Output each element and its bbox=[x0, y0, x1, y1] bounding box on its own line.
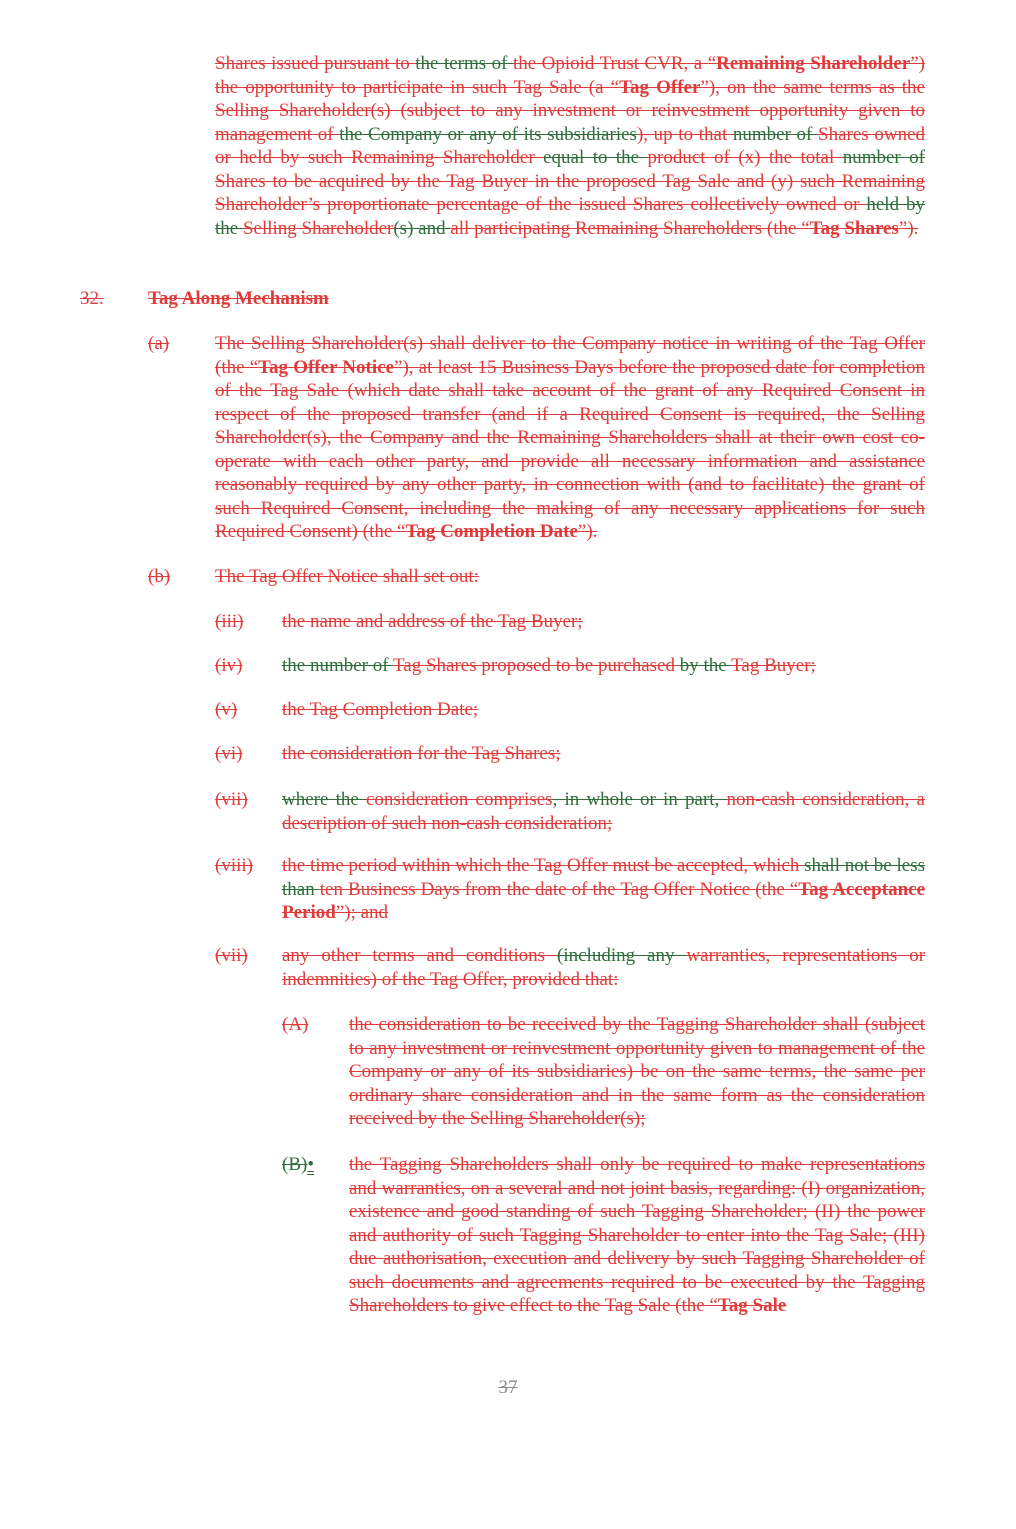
item-a-part: ”). bbox=[577, 521, 598, 542]
subitem-vii-text bbox=[282, 788, 925, 835]
subitem-viii-label: (viii) bbox=[215, 855, 253, 876]
deleted-text: Tag Buyer; bbox=[731, 655, 816, 676]
subitem-iv-text bbox=[282, 654, 816, 678]
moved-text: the number of bbox=[282, 655, 393, 676]
deleted-text: consideration comprises bbox=[365, 789, 553, 810]
intro-text: all participating Remaining Shareholders (the “ bbox=[450, 217, 810, 239]
intro-text: ”) the opportunity to participate in such Tag Sale (a “ bbox=[215, 53, 925, 98]
item-a-text bbox=[215, 332, 925, 544]
clause-a-text: the consideration to be received by the Tagging Shareholder shall (subject to any investment or reinvestment opportunity given to management of the Company or any of its subsidiaries) be on the same terms, the same per ordinary share consideration and in the same form as the consideration received by the Selling Shareholder(s); bbox=[349, 1014, 925, 1129]
moved-text: where the bbox=[282, 789, 366, 810]
subitem-vii-repeat-label: (vii) bbox=[215, 945, 248, 966]
item-b-text: The Tag Offer Notice shall set out: bbox=[215, 566, 479, 587]
deleted-text: warranties, representations or indemnities) of the Tag Offer, provided that: bbox=[282, 945, 926, 990]
subitem-vi-label: (vi) bbox=[215, 743, 243, 764]
intro-text: Shares issued pursuant to bbox=[215, 53, 416, 74]
intro-moved-text: number of bbox=[732, 123, 819, 145]
item-a-label: (a) bbox=[148, 333, 170, 354]
item-b-label: (b) bbox=[148, 566, 171, 587]
moved-text: , in whole or in part, bbox=[552, 789, 727, 810]
deleted-text: the Tagging Shareholders shall only be required to make representations and warranties, on a several and not joint basis, regarding: (I) organization, existence and good standing of such Tagging Shareholder; (II) the power and authority of such Tagging Shareholder to enter into the Tag Sale; (III) due authorisation, execution and delivery by such Tagging Shareholder of such documents and agreements required to be executed by the Tagging Shareholders to give effect to the Tag Sale (the “ bbox=[349, 1154, 925, 1316]
deleted-text: ”); and bbox=[335, 902, 389, 923]
deleted-text: ten Business Days from the date of the Tag Offer Notice (the “ bbox=[319, 878, 799, 900]
section-number: 32. bbox=[80, 288, 104, 309]
item-a-part: ”), at least 15 Business Days before the proposed date for completion of the Tag Sale (which date shall take account of the grant of any Required Consent in respect of the proposed transfer (and if a Required Consent is required, the Selling Shareholder(s), the Company and the Remaining Shareholders shall at their own cost co-operate with each other party, and provide all necessary information and assistance reasonably required by any other party, in connection with (and to facilitate) the grant of such Required Consent, including the making of any necessary applications for such Required Consent) (the “ bbox=[215, 356, 925, 542]
defined-term: Tag Completion Date bbox=[405, 521, 578, 542]
intro-moved-text: (s) and bbox=[393, 217, 451, 239]
defined-term: Tag Shares bbox=[809, 217, 899, 239]
clause-b-text bbox=[349, 1153, 925, 1318]
intro-text: ), up to that bbox=[636, 123, 733, 145]
deleted-text: non-cash consideration, a description of such non-cash consideration; bbox=[282, 789, 925, 834]
defined-term: Tag Offer Notice bbox=[258, 356, 395, 378]
subitem-iv-label: (iv) bbox=[215, 655, 243, 676]
intro-text: Shares owned or held by such Remaining Shareholder bbox=[215, 123, 926, 168]
moved-text: by the bbox=[679, 655, 732, 676]
intro-text: product of (x) the total bbox=[647, 147, 843, 168]
defined-term: Tag Sale bbox=[717, 1295, 787, 1316]
intro-text: ”). bbox=[898, 217, 919, 239]
clause-b-bullet: • bbox=[307, 1154, 314, 1175]
intro-moved-text: equal to the bbox=[543, 147, 648, 168]
intro-text: the Opioid Trust CVR, a “ bbox=[512, 53, 717, 74]
intro-text: Shares to be acquired by the Tag Buyer in the proposed Tag Sale and (y) such Remaining Shareholder’s proportionate percentage of the issued Shares collectively owned or bbox=[215, 170, 925, 215]
page-number: 37 bbox=[498, 1377, 518, 1398]
deleted-text: any other terms and conditions bbox=[282, 945, 557, 966]
clause-a-label: (A) bbox=[282, 1014, 309, 1035]
section-title: Tag Along Mechanism bbox=[148, 288, 329, 309]
subitem-vi-text: the consideration for the Tag Shares; bbox=[282, 743, 561, 764]
deleted-text: the time period within which the Tag Offer must be accepted, which bbox=[282, 855, 805, 876]
deleted-text: Tag Shares proposed to be purchased bbox=[393, 655, 680, 676]
intro-moved-text: held by the bbox=[215, 194, 925, 239]
moved-text: shall not be less than bbox=[282, 855, 925, 900]
intro-text: Selling Shareholder bbox=[242, 217, 394, 239]
intro-moved-text: number of bbox=[842, 147, 925, 168]
defined-term: Tag Acceptance Period bbox=[282, 878, 926, 923]
intro-paragraph bbox=[215, 52, 925, 240]
defined-term: Remaining Shareholder bbox=[716, 53, 911, 74]
clause-b-label bbox=[282, 1153, 314, 1177]
intro-moved-text: the terms of bbox=[415, 53, 513, 74]
clause-b-number: (B) bbox=[282, 1154, 308, 1175]
intro-text: ”), on the same terms as the Selling Shareholder(s) (subject to any investment or reinvestment opportunity given to management of bbox=[215, 76, 925, 145]
subitem-v-text: the Tag Completion Date; bbox=[282, 699, 479, 720]
subitem-vii-repeat-text bbox=[282, 944, 925, 991]
subitem-iii-text: the name and address of the Tag Buyer; bbox=[282, 611, 583, 632]
subitem-viii-text bbox=[282, 854, 925, 925]
defined-term: Tag Offer bbox=[619, 76, 701, 98]
item-a-part: The Selling Shareholder(s) shall deliver to the Company notice in writing of the Tag Offer (the “ bbox=[215, 333, 925, 378]
subitem-vii-label: (vii) bbox=[215, 789, 248, 810]
moved-text: (including any bbox=[557, 945, 687, 966]
subitem-v-label: (v) bbox=[215, 699, 238, 720]
subitem-iii-label: (iii) bbox=[215, 611, 244, 632]
intro-moved-text: the Company or any of its subsidiaries bbox=[339, 123, 637, 145]
